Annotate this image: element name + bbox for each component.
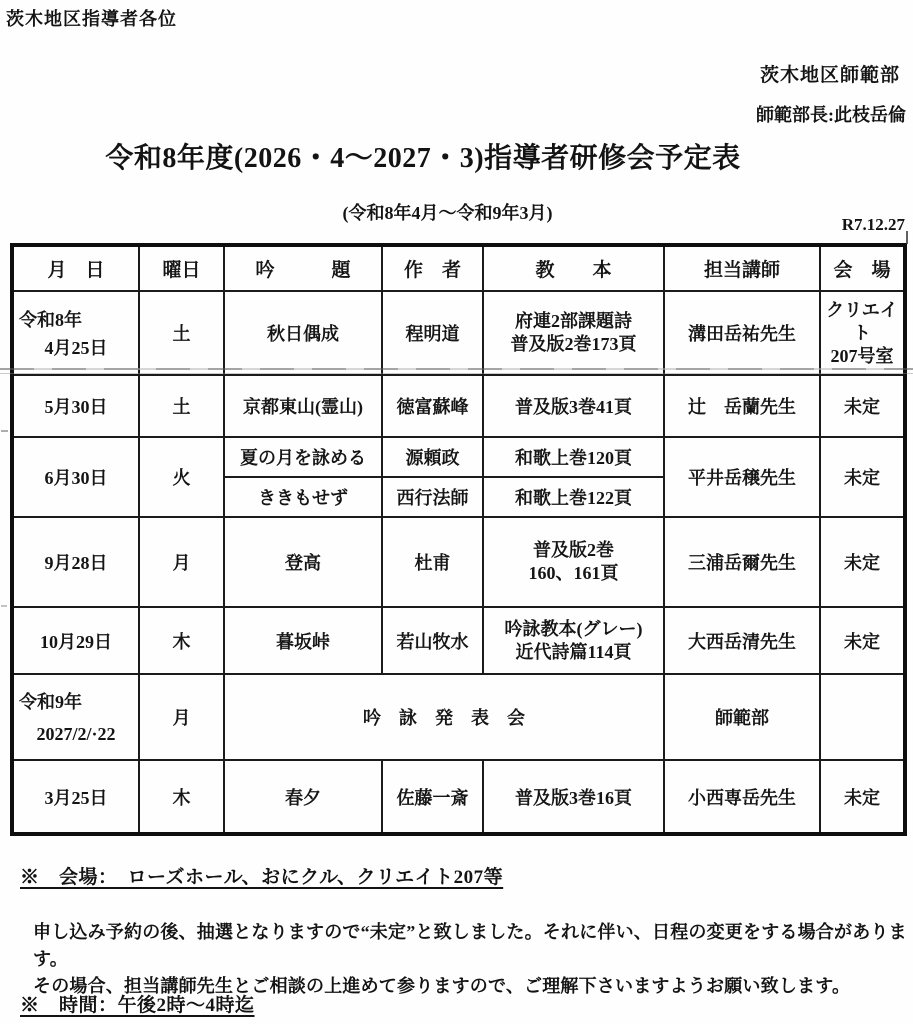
header-author: 作 者 [382,245,483,291]
textbook-line2: 普及版2巻173頁 [510,334,637,354]
textbook-cell: 普及版3巻16頁 [483,760,664,834]
textbook-cell: 和歌上巻120頁 [483,437,664,477]
table-row [12,437,905,477]
table-row [12,607,905,674]
year-label: 令和9年 [19,692,82,712]
textbook-line2: 160、161頁 [528,563,619,583]
venue-cell: 未定 [820,437,905,517]
textbook-line1: 府連2部課題詩 [515,311,632,331]
venue-line1: クリエイト [826,299,898,343]
scan-artifact-line [0,373,913,374]
scan-artifact-speck [1,605,7,607]
poem-title-cell: ききもせず [224,477,382,517]
author-cell: 程明道 [382,291,483,375]
textbook-cell [483,517,664,607]
venue-cell: 未定 [820,760,905,834]
textbook-cell: 和歌上巻122頁 [483,477,664,517]
textbook-line2: 近代詩篇114頁 [515,641,632,662]
event-cell: 吟 詠 発 表 会 [224,674,664,760]
textbook-line1: 普及版2巻 [533,540,614,560]
issue-date: R7.12.27 [841,215,905,234]
header-poem-title: 吟 題 [224,245,382,291]
organization-name: 茨木地区師範部 [759,65,900,86]
date-cell: 10月29日 [12,607,139,674]
textbook-cell [483,291,664,375]
date-cell: 3月25日 [12,760,139,834]
textbook-line1: 吟詠教本(グレー) [504,618,643,639]
chief-name: 師範部長:此枝岳倫 [756,105,906,125]
header-weekday: 曜日 [139,245,224,291]
author-cell: 杜甫 [382,517,483,607]
scan-artifact-tick [906,231,908,244]
table-row [12,674,905,760]
weekday-cell: 火 [139,437,224,517]
weekday-cell: 木 [139,760,224,834]
author-cell: 徳富蘇峰 [382,375,483,437]
author-cell: 若山牧水 [382,607,483,674]
textbook-cell: 普及版3巻41頁 [483,375,664,437]
date-cell: 5月30日 [12,375,139,437]
schedule-table [10,243,907,836]
author-cell: 源頼政 [382,437,483,477]
instructor-cell: 平井岳穣先生 [664,437,820,517]
table-row [12,375,905,437]
venue-cell [820,291,905,375]
header-venue: 会 場 [820,245,905,291]
instructor-cell: 大西岳清先生 [664,607,820,674]
date-label: 4月25日 [44,338,108,358]
table-row [12,291,905,375]
venue-cell: 未定 [820,607,905,674]
instructor-cell: 小西専岳先生 [664,760,820,834]
poem-title-cell: 夏の月を詠める [224,437,382,477]
table-row [12,760,905,834]
table-row [12,517,905,607]
table-header-row [12,245,905,291]
date-label: 2027/2/·22 [36,724,116,744]
weekday-cell: 木 [139,607,224,674]
instructor-cell: 溝田岳祐先生 [664,291,820,375]
date-cell [12,291,139,375]
venue-cell: 未定 [820,517,905,607]
instructor-cell: 師範部 [664,674,820,760]
weekday-cell: 月 [139,674,224,760]
explanation-line2: その場合、担当講師先生とご相談の上進めて参りますので、ご理解下さいますようお願い致します。 [33,976,851,996]
time-footnote: ※ 時間：午後2時～4時迄 [20,995,255,1016]
date-cell: 9月28日 [12,517,139,607]
poem-title-cell: 暮坂峠 [224,607,382,674]
year-label: 令和8年 [19,310,82,330]
weekday-cell: 月 [139,517,224,607]
weekday-cell: 土 [139,291,224,375]
textbook-cell [483,607,664,674]
document-subtitle: (令和8年4月～令和9年3月) [342,203,553,223]
date-cell [12,674,139,760]
header-instructor: 担当講師 [664,245,820,291]
document-title: 令和8年度(2026・4～2027・3)指導者研修会予定表 [105,143,741,174]
lottery-explanation [33,919,909,1000]
explanation-line1: 申し込み予約の後、抽選となりますので“未定”と致しました。それに伴い、日程の変更をする場合があります。 [33,922,907,969]
poem-title-cell: 京都東山(霊山) [224,375,382,437]
recipient-line: 茨木地区指導者各位 [6,9,177,29]
venue-footnote: ※ 会場： ローズホール、おにクル、クリエイト207等 [20,867,504,888]
instructor-cell: 辻 岳蘭先生 [664,375,820,437]
scan-artifact-line [0,368,913,370]
header-textbook: 教 本 [483,245,664,291]
venue-cell-empty [820,674,905,760]
venue-line2: 207号室 [830,345,894,366]
poem-title-cell: 春夕 [224,760,382,834]
weekday-cell: 土 [139,375,224,437]
author-cell: 佐藤一斎 [382,760,483,834]
author-cell: 西行法師 [382,477,483,517]
venue-cell: 未定 [820,375,905,437]
poem-title-cell: 登高 [224,517,382,607]
header-month-day: 月 日 [12,245,139,291]
scan-artifact-speck [1,430,8,432]
instructor-cell: 三浦岳爾先生 [664,517,820,607]
poem-title-cell: 秋日偶成 [224,291,382,375]
date-cell: 6月30日 [12,437,139,517]
